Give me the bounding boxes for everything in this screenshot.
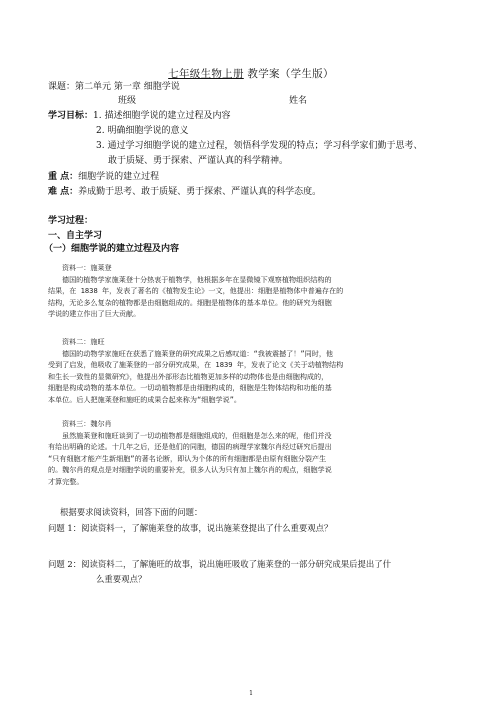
name-label: 姓名 xyxy=(289,96,308,106)
question-2-line-2: 么重要观点？ xyxy=(96,574,147,584)
material-1-line: 结果，在 1838 年，发表了著名的《植物发生论》一文，他提出：细胞是植物体中普遍存在的 xyxy=(48,286,344,296)
material-1-line: 德国的植物学家施莱登十分热衷于植物学，他根据多年在显微镜下观察植物组织结构的 xyxy=(62,274,332,284)
material-3-line: 才算完整。 xyxy=(48,476,84,486)
page-number: 1 xyxy=(249,690,253,697)
title-underlined: 七年级生物上册 xyxy=(168,68,244,80)
material-3-line: 的。魏尔肖的观点是对细胞学说的重要补充，很多人认为只有加上魏尔肖的观点，细胞学说 xyxy=(48,465,332,475)
goals-label: 学习目标： xyxy=(48,111,94,121)
material-2-line: 德国的动物学家施旺在获悉了施莱登的研究成果之后感叹道：“我被震撼了！”同时，他 xyxy=(62,348,334,358)
question-1: 问题 1：阅读资料一，了解施莱登的故事，说出施莱登提出了什么重要观点？ xyxy=(48,523,333,533)
goal-item-2: 2. 明确细胞学说的意义 xyxy=(96,126,189,136)
question-2-line-1: 问题 2：阅读资料二，了解施旺的故事，说出施旺吸收了施莱登的一部分研究成果后提出了什 xyxy=(48,559,391,569)
difficulty-row xyxy=(48,186,462,199)
material-1-head: 资料一：施莱登 xyxy=(62,263,112,272)
material-2-head: 资料二：施旺 xyxy=(62,337,105,346)
material-3-line: 有给出明确的论述。十几年之后，还是他们的同胞，德国的病理学家魏尔肖经过研究后提出 xyxy=(48,442,332,452)
key-label: 重 点： xyxy=(48,172,79,182)
process-heading: 学习过程： xyxy=(48,216,94,226)
subsection-heading: （一）细胞学说的建立过程及内容 xyxy=(44,244,180,254)
material-2-line: 受到了启发，他吸收了施莱登的一部分研究成果，在 1839 年，发表了论文《关于动植物结构 xyxy=(48,360,344,370)
topic-line: 课题：第二单元 第一章 细胞学说 xyxy=(48,82,180,92)
goal-item-3-cont: 敢于质疑、勇于探索、严谨认真的科学精神。 xyxy=(108,156,289,166)
material-2 xyxy=(48,336,460,406)
material-2-line: 和生长一致性的显微研究》，他提出外部形态比植物更加多样的动物体也是由细胞构成的， xyxy=(48,371,329,381)
difficulty-text: 养成勤于思考、敢于质疑、勇于探索、严谨认真的科学态度。 xyxy=(78,187,322,197)
key-text: 细胞学说的建立过程 xyxy=(78,172,160,182)
material-2-line: 本单位。后人把施莱登和施旺的成果合起来称为“细胞学说”。 xyxy=(48,394,241,404)
goals-row-1 xyxy=(48,110,462,123)
material-2-line: 细胞是构成动物的基本单位。一切动植物都是由细胞构成的，细胞是生物体结构和功能的基 xyxy=(48,383,332,393)
title-rest: 教学案（学生版） xyxy=(243,68,334,80)
key-point-row xyxy=(48,171,462,184)
material-1 xyxy=(48,262,460,320)
questions-intro: 根据要求阅读资料，回答下面的问题： xyxy=(60,507,203,517)
class-label: 班级 xyxy=(118,96,137,106)
goal-item-1: 1. 描述细胞学说的建立过程及内容 xyxy=(93,111,231,121)
material-3-line: 虽然施莱登和施旺谈到了一切动植物都是细胞组成的，但细胞是怎么来的呢，他们并没 xyxy=(62,430,332,440)
section-heading-1: 一、自主学习 xyxy=(48,231,103,241)
material-3-head: 资料三：魏尔肖 xyxy=(62,419,112,428)
difficulty-label: 难 点： xyxy=(48,187,79,197)
material-3-line: “只有细胞才能产生新细胞”的著名论断，即认为个体的所有细胞都是由原有细胞分裂产生 xyxy=(48,453,327,463)
document-title xyxy=(0,66,502,81)
material-1-line: 结构，无论多么复杂的植物都是由细胞组成的。细胞是植物体的基本单位。他的研究为细胞 xyxy=(48,297,332,307)
material-3 xyxy=(48,418,460,488)
material-1-line: 学说的建立作出了巨大贡献。 xyxy=(48,309,141,319)
goal-item-3: 3. 通过学习细胞学说的建立过程，领悟科学发现的特点；学习科学家们勤于思考、 xyxy=(96,141,423,151)
